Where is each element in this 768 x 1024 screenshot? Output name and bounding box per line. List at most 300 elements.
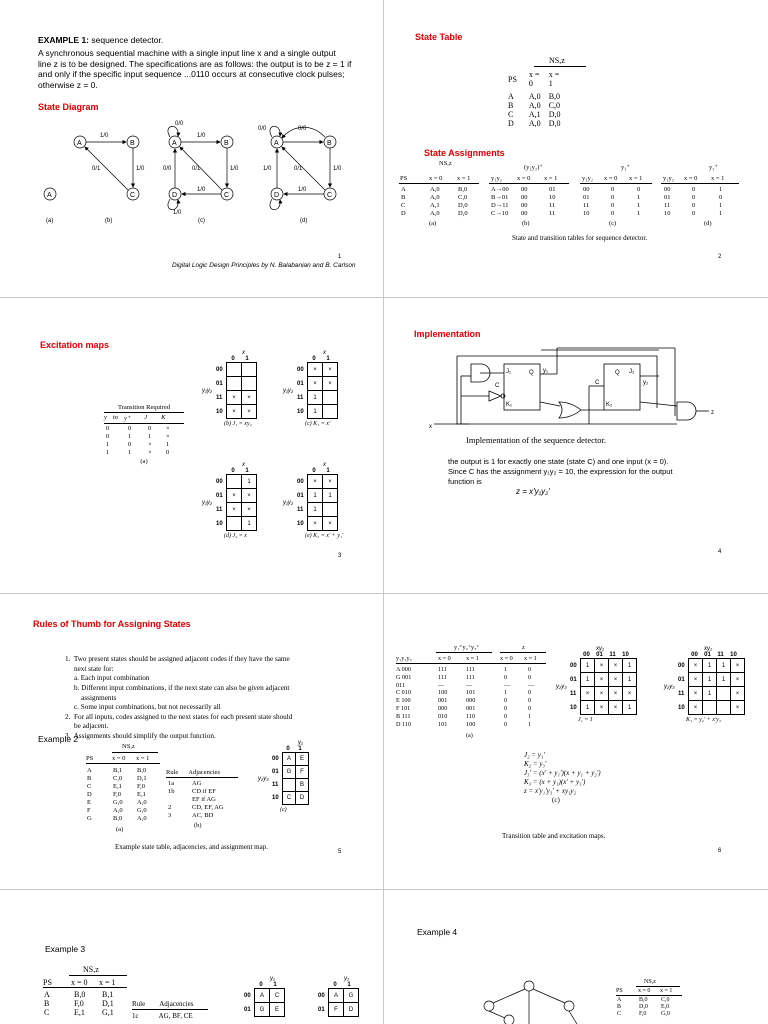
map-top-label: y₁ (344, 976, 349, 982)
table-row (44, 990, 134, 999)
table-cell: — (528, 681, 535, 689)
map-row-label: 01 (244, 1006, 251, 1013)
table-row (396, 705, 546, 713)
page-number: 6 (718, 848, 722, 854)
table-cell: 0 (106, 433, 110, 440)
diagram-b (74, 133, 145, 224)
map-row-label: 01 (678, 676, 685, 683)
state-label: C (224, 192, 230, 199)
map-row-label: 00 (244, 992, 251, 999)
circuit-label: z (711, 410, 714, 416)
map-row-label: 11 (297, 506, 304, 513)
slide-2: State Table NS,z PS x = 0 x = 1 A A,0 B,0 B A,0 C,0 C A,1 D,0 D A,0 D,0 State Assignments NS,z PS x = 0 x = 1 A B C D A,0 A,0 A,1 A,0 B,0 C,0 D,0 D,0 (a) (y₁y₂)⁺ y₁y₂ x = 0 x = 1 A→00 B→01 D→11 C→10 00 00 00 00 01 10 11 11 (b) y₁⁺ y₁y₂ x = 0 x = 1 00 01 11 10 0 0 0 0 0 1 1 1 (c) y₂⁺ y₁y₂ x = 0 x = 1 00 01 11 10 0 0 0 0 1 0 1 1 (d) State and transition tables for sequence detector. 2 (384, 0, 768, 297)
map-cell: × (595, 673, 609, 687)
map-cell: × (689, 687, 703, 701)
table-cell: G (87, 815, 92, 822)
table-cell: 0 (106, 425, 110, 432)
table-row (396, 697, 546, 705)
edge-label: 0/0 (298, 126, 307, 132)
panel-label: (c) (198, 218, 205, 224)
map-cell: × (731, 701, 745, 715)
table-cell: CD, EF, AG (192, 804, 224, 811)
slide-5: Rules of Thumb for Assigning States 1. Two present states should be assigned adjacent codes if they have the same next state for: a. Each input combination b. Different input combinations, if the next state can also be given adjacent assignments c. Some input combinations, but not necessarily all 2. For all inputs, codes assigned to the next states for each present state should be adjacent. 3. Assignments should simplify the output function. Example 2 NS,z PS x = 0 x = 1 A B,1 B,0 B C,0 D,1 C E,1 F,0 D F,0 E,1 E G,0 A,0 F A,0 G,0 G B,0 A,0 (a) Rule Adjacencies 1a AG 1b CD if EF EF if AG 2 CD, EF, AG 3 AC, BD (b) y₁ 0 1 y₂y₃ 00 01 11 10 A E G F B C D (c) Example state table, adjacencies, and assignment map. 5 (33, 619, 342, 855)
circuit-label: C (595, 380, 600, 386)
map-col-label: 10 (730, 652, 737, 658)
map-cell: B (296, 779, 309, 792)
table-cell: E,1 (113, 783, 122, 790)
col-header: PS (508, 74, 517, 84)
table-cell: D (87, 791, 92, 798)
map-row-label: 00 (216, 366, 223, 373)
map-col-label: 1 (326, 468, 330, 474)
slide-8: Example 4 NS,z PS x = 0 x = 1 A B,0 C,0 B D,0 E,0 C F,0 G,0 (384, 890, 768, 1024)
page-number: 1 (338, 254, 342, 260)
map-cell: 1 (323, 489, 338, 503)
page-number: 3 (338, 553, 342, 559)
output-formula: z = x'y₁y₂' (516, 487, 550, 496)
col-header: x = 1 (548, 70, 560, 88)
map-col-label: 01 (704, 652, 711, 658)
map-cell: × (308, 517, 323, 531)
table-cell: — (504, 681, 511, 689)
map-row-label: 10 (216, 408, 223, 415)
table-cell: CD if EF (192, 788, 216, 795)
table-cell: 111 (466, 666, 475, 673)
table-cell: 011 (396, 681, 406, 689)
table-row (166, 788, 238, 796)
map-caption: (e) K₂ = x' + y₁' (305, 533, 344, 539)
map-row-label: 10 (297, 520, 304, 527)
table-cell: 0 (504, 720, 508, 728)
adjacency-table: Rule Adjacencies 1c AG, BF, CE (132, 1000, 208, 1020)
map-row-label: 01 (216, 380, 223, 387)
table-cell: G,0 (661, 1011, 670, 1017)
slide-3 (0, 298, 383, 593)
table-cell: 101 (438, 720, 448, 728)
map-cell: 1 (242, 475, 257, 489)
table-cell: 1 (528, 712, 532, 720)
map-cell: × (731, 687, 745, 701)
slide-6: y₁⁺y₂⁺y₃⁺ z y₁y₂y₃ x = 0 x = 1 x = 0 x = 1 A 000 111 111 1 0 G 001 111 111 0 0 011 — — — — C 010 100 101 1 0 E 100 001 000 0 0 F 101 000 001 0 0 B 111 010 110 0 1 D 110 101 100 0 1 (a) xy₁ 00 01 11 10 y₂y₃ 00 01 11 10 1 × × 1 1 × × 1 × × × × 1 × × 1 J₁ = 1 xy₁ 00 01 11 10 y₂y₃ 00 01 11 10 × 1 1 × × 1 1 × × 1 × × × K₁ = y₂' + x'y₃ J₂ = y₁' K₂ = y₃' J₃' = (x' + y₁')(x + y₁ + y₂') K₃ = (x + y₁)(x' + y₃') z = x'y₁'y₃' + xy₁y₂ (c) Transition table and excitation maps. 6 (384, 594, 768, 889)
circuit-label: J₁ (506, 369, 512, 375)
table-cell: 1 (128, 449, 132, 456)
assignment-tables: NS,z PS x = 0 x = 1 A B C D A,0 A,0 A,1 A,0 B,0 C,0 D,0 D,0 (a) (y₁y₂)⁺ y₁y₂ x = 0 x = 1 A→00 B→01 D→11 C→10 00 00 00 00 01 10 11 11 (b) y₁⁺ y₁y₂ x = 0 x = 1 00 01 11 10 0 0 0 0 0 1 1 1 (c) y₂⁺ y₁y₂ x = 0 x = 1 00 01 11 10 0 0 0 0 1 0 1 1 (d) (399, 160, 759, 240)
figure-caption: Example state table, adjacencies, and assignment map. (115, 843, 268, 851)
circuit-label: Q (615, 370, 620, 376)
state-label: D (274, 192, 280, 199)
map-cell: × (227, 391, 242, 405)
table-cell: C,0 (113, 775, 123, 782)
table-cell: 111 (438, 673, 447, 681)
map-cell: E (270, 1003, 285, 1017)
table-cell: B 111 (396, 712, 411, 720)
table-row (104, 449, 184, 457)
transition-required-table: Transition Required y to y⁺ J K 0 0 0 × 0 1 1 × 1 0 × 1 1 1 × 0 (a) (104, 404, 184, 465)
circuit-label: K₂ (606, 402, 613, 408)
table-row (396, 674, 546, 682)
map-cell: 1 (581, 701, 595, 715)
page-number: 5 (338, 849, 342, 855)
map-cell: 1 (623, 673, 637, 687)
map-side-label: y₂y₃ (556, 683, 567, 690)
table-row (617, 1011, 687, 1018)
map-top-label: x (323, 350, 326, 356)
table-cell: F,0 (113, 791, 121, 798)
map-cell (227, 363, 242, 377)
table-cell: 0 (504, 712, 508, 720)
table-row (44, 999, 134, 1008)
map-cell: × (323, 377, 338, 391)
table-cell: D,1 (137, 775, 147, 782)
state-label: A (274, 140, 279, 147)
table-row (166, 812, 238, 820)
map-col-label: 0 (231, 356, 235, 362)
map-col-label: 0 (312, 468, 316, 474)
figure-caption: Implementation of the sequence detector. (466, 435, 606, 445)
map-row-label: 01 (318, 1006, 325, 1013)
table-cell: B,0 (113, 815, 123, 822)
table-row (617, 997, 687, 1004)
edge-label: 1/0 (197, 187, 206, 193)
state-table-title: State Table (415, 32, 463, 42)
map-top-label: x (242, 462, 245, 468)
map-cell (242, 363, 257, 377)
example4-state-diagram (479, 978, 599, 1024)
circuit-label: y₂ (643, 380, 649, 386)
map-top-label: y₁ (298, 740, 303, 746)
edge-label: 0/1 (192, 166, 201, 172)
map-cell: 1 (703, 659, 717, 673)
map-cell: 1 (717, 673, 731, 687)
kmap-j1-ex2 (556, 646, 637, 723)
table-cell: 001 (438, 697, 448, 705)
map-row-label: 11 (216, 394, 223, 401)
table-row (617, 1004, 687, 1011)
table-cell: B,0 (74, 990, 86, 999)
edge-label: 1/0 (263, 166, 272, 172)
map-cell: × (308, 475, 323, 489)
implementation-title: Implementation (414, 329, 481, 339)
map-caption: (b) J₁ = xy₂ (224, 421, 252, 427)
map-col-label: 1 (326, 356, 330, 362)
table-cell: A 000 (396, 666, 411, 673)
assignment-map (258, 740, 309, 813)
map-cell: × (595, 701, 609, 715)
figure-caption: Transition table and excitation maps. (502, 832, 606, 840)
map-cell (283, 779, 296, 792)
map-cell: G (255, 1003, 270, 1017)
map-cell (227, 377, 242, 391)
map-cell: 1 (308, 405, 323, 419)
map-cell: A (255, 989, 270, 1003)
map-cell: × (609, 673, 623, 687)
map-cell: × (609, 701, 623, 715)
state-label: A (77, 140, 82, 147)
table-cell: E (87, 799, 91, 806)
map-row-label: 00 (297, 478, 304, 485)
map-row-label: 00 (272, 755, 279, 762)
table-cell: 0 (148, 425, 152, 432)
example-label: Example 4 (417, 927, 458, 937)
map-col-label: 0 (286, 746, 290, 752)
map-row-label: 11 (297, 394, 304, 401)
map-col-label: 1 (245, 468, 249, 474)
edge-label: 1/0 (298, 187, 307, 193)
map-row-label: 00 (216, 478, 223, 485)
map-cell (703, 701, 717, 715)
map-cell: × (609, 687, 623, 701)
edge-label: 1/0 (230, 166, 239, 172)
circuit-label: x (429, 424, 432, 430)
state-label: C (327, 192, 333, 199)
table-cell: × (148, 441, 152, 448)
map-cell: × (227, 489, 242, 503)
map-row-label: 01 (297, 492, 304, 499)
map-cell: × (609, 659, 623, 673)
map-col-label: 1 (298, 746, 302, 752)
table-cell: B (44, 999, 50, 1008)
map-cell: 1 (308, 503, 323, 517)
table-cell: A (617, 997, 622, 1003)
table-cell: C (617, 1011, 622, 1017)
table-cell: 111 (466, 673, 475, 681)
table-cell: 010 (438, 712, 448, 720)
table-row (166, 780, 238, 788)
table-cell: B (617, 1004, 622, 1010)
table-row (87, 815, 161, 823)
map-row-label: 10 (272, 794, 279, 801)
edge-label: 0/0 (258, 126, 267, 132)
table-cell: F,0 (74, 999, 84, 1008)
table-row (396, 713, 546, 721)
map-cell: 1 (623, 701, 637, 715)
table-row (87, 791, 161, 799)
map-cell: G (344, 989, 359, 1003)
map-side-label: y₁y₂ (202, 499, 213, 506)
map-row-label: 10 (678, 704, 685, 711)
table-row (104, 425, 184, 433)
state-diagram-title: State Diagram (38, 102, 99, 112)
table-cell: 0 (528, 673, 532, 681)
table-cell: G,0 (137, 807, 147, 814)
table-cell: 0 (504, 697, 508, 705)
table-row (87, 783, 161, 791)
table-cell: C (44, 1008, 50, 1017)
example-heading: EXAMPLE 1: sequence detector. (38, 35, 164, 45)
map-cell: C (270, 989, 285, 1003)
table-row (104, 441, 184, 449)
table-cell: G,1 (102, 1008, 114, 1017)
table-cell: 1 (166, 441, 170, 448)
circuit-label: y₁ (543, 368, 549, 374)
map-row-label: 10 (297, 408, 304, 415)
table-cell: 1b (168, 788, 175, 795)
table-cell: C (87, 783, 92, 790)
map-cell: G (283, 766, 296, 779)
table-row (396, 682, 546, 690)
kmap-k1-ex2 (664, 646, 745, 723)
map-cell (242, 377, 257, 391)
table-cell: B,1 (113, 767, 123, 774)
map-cell: × (308, 363, 323, 377)
table-cell: 0 (128, 441, 132, 448)
state-assignments-title: State Assignments (424, 148, 505, 158)
diagram-a (44, 188, 56, 224)
map-caption: (c) K₁ = x' (305, 421, 331, 427)
table-cell: 1 (148, 433, 152, 440)
equations: J₂ = y₁' K₂ = y₃' J₃' = (x' + y₁')(x + y₁ + y₂') K₃ = (x + y₁)(x' + y₃') z = x'y₁'y₃' + xy₁y₂ (c) (524, 751, 601, 804)
map-top-label: x (242, 350, 245, 356)
map-cell (323, 391, 338, 405)
paragraph: A synchronous sequential machine with a single input line x and a single output line z is to be designed. The specifications are as follows: the output is to be z = 1 if and only if the specific input sequence ...0110 occurs at consecutive clock pulses; otherwise z = 0. (38, 48, 352, 90)
table-cell: A,0 (113, 807, 123, 814)
table-cell: F (87, 807, 91, 814)
map-col-label: 0 (333, 982, 337, 988)
slide-4 (384, 298, 768, 593)
map-side-label: y₂y₃ (258, 775, 269, 782)
table-cell: 000 (438, 704, 448, 712)
table-cell: B (87, 775, 92, 782)
edge-label: 0/1 (92, 166, 101, 172)
map-side-label: y₂y₃ (664, 683, 675, 690)
map-caption: J₁ = 1 (578, 717, 593, 723)
map-top-label: xy₁ (596, 646, 604, 652)
map-cell (323, 503, 338, 517)
col-header: x = 0 (528, 70, 540, 88)
table-cell: 0 (528, 666, 532, 673)
table-cell: 111 (438, 666, 447, 673)
table-cell: B,0 (137, 767, 147, 774)
map-cell: 1 (308, 391, 323, 405)
state-label: A (172, 140, 177, 147)
map-cell: 1 (703, 687, 717, 701)
table-cell: 001 (466, 704, 476, 712)
circuit-diagram (429, 346, 719, 436)
table-cell: 1 (504, 666, 508, 673)
table-cell: 0 (528, 697, 532, 705)
map-cell (717, 701, 731, 715)
table-cell: E,1 (74, 1008, 85, 1017)
map-cell (323, 405, 338, 419)
table-cell: 0 (504, 704, 508, 712)
assignment-map-1 (230, 976, 285, 1017)
table-cell: A,0 (137, 799, 147, 806)
state-label: A (47, 192, 52, 199)
edge-label: 1/0 (197, 133, 206, 139)
map-top-label: xy₁ (704, 646, 712, 652)
table-cell: 100 (466, 720, 476, 728)
map-row-label: 00 (570, 662, 577, 669)
map-row-label: 00 (297, 366, 304, 373)
table-cell: × (166, 425, 170, 432)
table-row (166, 796, 238, 804)
map-cell: × (323, 517, 338, 531)
map-cell: × (689, 659, 703, 673)
map-col-label: 00 (691, 652, 698, 658)
kmap-k1 (283, 350, 338, 427)
diagram-d (258, 126, 342, 224)
table-cell: AC, BD (192, 812, 214, 819)
table-cell: F,0 (639, 1011, 647, 1017)
state-label: B (224, 140, 229, 147)
table-cell: F,0 (137, 783, 145, 790)
adjacency-table: Rule Adjacencies 1a AG 1b CD if EF EF if AG 2 CD, EF, AG 3 AC, BD (b) (166, 769, 238, 829)
page-number: 4 (718, 549, 722, 555)
state-label: C (130, 192, 136, 199)
kmap-j2 (202, 462, 257, 539)
ns-header: NS,z (549, 56, 565, 65)
table-cell: F 101 (396, 704, 411, 712)
circuit-label: C (495, 383, 500, 389)
edge-label: 0/0 (163, 166, 172, 172)
map-cell: E (296, 753, 309, 766)
map-col-label: 11 (609, 652, 616, 658)
table-cell: A (44, 990, 50, 999)
map-row-label: 01 (570, 676, 577, 683)
map-cell: × (731, 673, 745, 687)
table-cell: E 100 (396, 697, 411, 705)
map-cell (227, 517, 242, 531)
map-col-label: 00 (583, 652, 590, 658)
table-row (87, 767, 161, 775)
table-cell: × (148, 449, 152, 456)
map-col-label: 1 (245, 356, 249, 362)
table-cell: 110 (466, 712, 476, 720)
edge-label: 0/1 (294, 166, 303, 172)
table-cell: × (166, 433, 170, 440)
table-row (396, 721, 546, 729)
edge-label: 1/0 (100, 133, 109, 139)
map-cell: × (242, 503, 257, 517)
map-cell: A (283, 753, 296, 766)
map-cell: × (323, 363, 338, 377)
table-cell: G,0 (113, 799, 123, 806)
map-row-label: 01 (272, 768, 279, 775)
edge-label: 1/0 (136, 166, 145, 172)
map-row-label: 01 (216, 492, 223, 499)
map-row-label: 10 (570, 704, 577, 711)
panel-label: (a) (46, 218, 54, 224)
panel-label: (b) (105, 218, 113, 224)
edge-label: 0/0 (175, 121, 184, 127)
map-caption: K₁ = y₂' + x'y₃ (686, 717, 721, 723)
table-cell: E,1 (137, 791, 146, 798)
map-side-label: y₁y₂ (202, 387, 213, 394)
map-cell: × (308, 377, 323, 391)
map-cell: × (595, 687, 609, 701)
table-cell: 1 (106, 449, 110, 456)
map-top-label: x (323, 462, 326, 468)
state-label: B (130, 140, 135, 147)
map-col-label: 01 (596, 652, 603, 658)
slide-7: Example 3 NS,z PS x = 0 x = 1 A B,0 B,1 B F,0 D,1 C E,1 G,1 Rule Adjacencies 1c AG, BF, CE y₁ 0 1 00 01 A C G E y₁ 0 1 00 01 A G F D (0, 890, 383, 1024)
excitation-maps-title: Excitation maps (40, 340, 110, 350)
map-caption: (d) J₂ = x (224, 533, 247, 539)
table-cell: — (438, 681, 445, 689)
map-row-label: 11 (570, 690, 577, 697)
table-cell: 3 (168, 812, 172, 819)
table-cell: B,0 (639, 997, 648, 1003)
diagram-c (163, 121, 239, 224)
map-cell: D (344, 1003, 359, 1017)
kmap-j1 (202, 350, 257, 427)
assignment-map-2 (304, 976, 359, 1017)
table-cell: 1a (168, 780, 175, 787)
table-cell: 0 (504, 673, 508, 681)
table-cell: 000 (466, 697, 476, 705)
map-col-label: 10 (622, 652, 629, 658)
slide-1 (0, 0, 383, 297)
